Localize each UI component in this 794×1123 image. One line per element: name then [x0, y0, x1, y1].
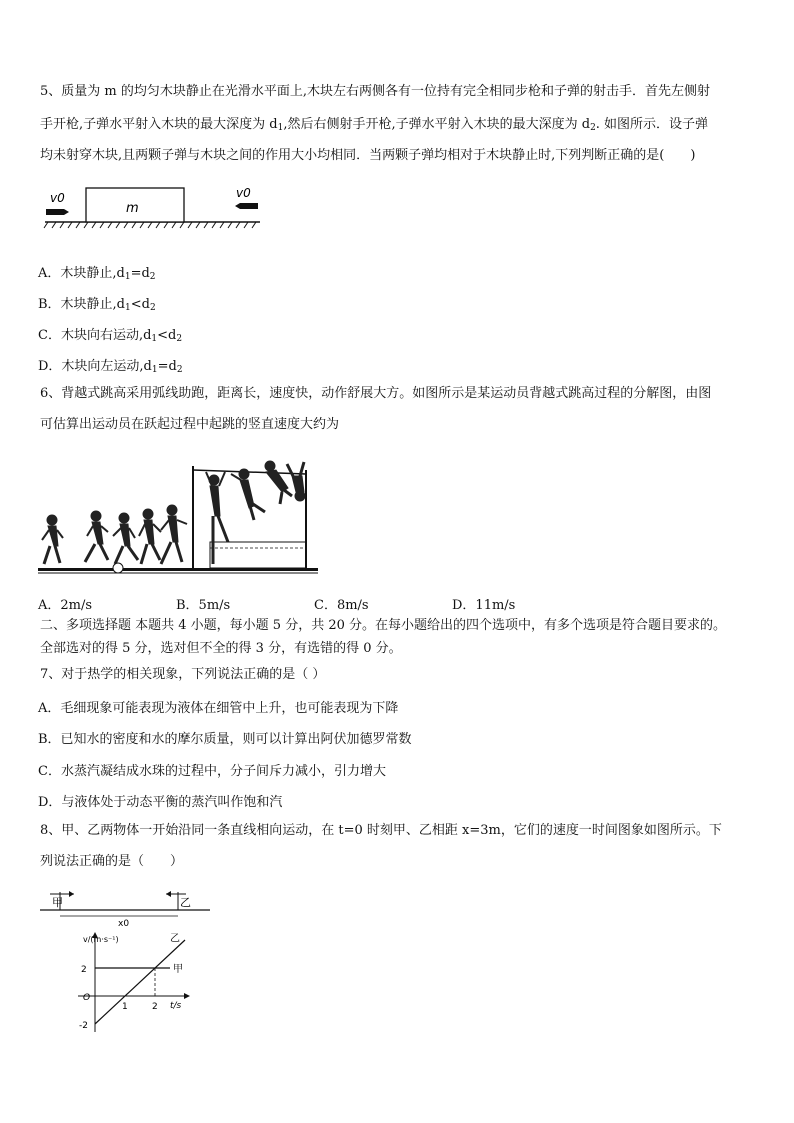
ball — [113, 563, 123, 573]
athlete-run-5 — [161, 505, 187, 564]
q7-stem: 7、对于热学的相关现象，下列说法正确的是（ ） — [40, 667, 326, 682]
q7-option-c: C．水蒸汽凝结成水珠的过程中，分子间斥力减小，引力增大 — [38, 764, 386, 779]
x-axis-arrow — [184, 993, 190, 999]
opt-text: B．木块静止,d — [38, 297, 126, 312]
opt-text: D．木块向左运动,d — [38, 359, 152, 374]
ground-hatch — [44, 222, 256, 228]
x0-label: x0 — [118, 919, 130, 929]
athlete-run-4 — [139, 509, 161, 564]
landing-mat — [210, 542, 306, 568]
sub: 1 — [125, 303, 131, 313]
series-label-jia: 甲 — [173, 964, 183, 975]
vt-graph — [78, 932, 190, 1032]
sub: 1 — [277, 123, 284, 133]
tick-y-neg: -2 — [79, 1021, 88, 1031]
sub: 1 — [124, 272, 131, 282]
athlete-takeoff — [206, 472, 228, 564]
jia-arrowhead — [69, 891, 74, 897]
q5-figure — [40, 182, 270, 232]
q8-figure — [38, 884, 218, 1034]
sub: 2 — [176, 365, 183, 375]
q7-option-a: A．毛细现象可能表现为液体在细管中上升，也可能表现为下降 — [38, 701, 399, 716]
tick-x2: 2 — [152, 1002, 158, 1012]
right-velocity-label: v0 — [236, 186, 251, 200]
sub: 2 — [590, 123, 596, 133]
q5-option-a — [38, 262, 156, 282]
series-line-1 — [95, 940, 185, 1024]
q7-option-d: D．与液体处于动态平衡的蒸汽叫作饱和汽 — [38, 795, 283, 810]
opt-text: <d — [130, 297, 150, 312]
sub: 1 — [151, 365, 158, 375]
q5-line2 — [40, 116, 708, 137]
q7-option-b: B．已知水的密度和水的摩尔质量，则可以计算出阿伏加德罗常数 — [38, 732, 412, 747]
q5-line3: 均未射穿木块,且两颗子弹与木块之间的作用大小均相同．当两颗子弹均相对于木块静止时,下列判断正确的是( ) — [40, 148, 696, 163]
right-bullet — [235, 203, 258, 209]
athlete-run-1 — [42, 515, 63, 564]
opt-text: =d — [130, 266, 150, 281]
q5-option-d — [38, 355, 183, 375]
sub: 2 — [176, 334, 183, 344]
section2-line1: 二、多项选择题 本题共 4 小题，每小题 5 分，共 20 分。在每小题给出的四个选项中，有多个选项是符合题目要求的。 — [40, 618, 727, 633]
yi-arrowhead — [166, 891, 171, 897]
q8-line2: 列说法正确的是（ ） — [40, 854, 184, 869]
y-axis-label: v/(m·s⁻¹) — [83, 935, 119, 944]
sub: 1 — [151, 334, 158, 344]
q6-option-b: B．5m/s — [176, 598, 231, 613]
q5-text: 手开枪,子弹水平射入木块的最大深度为 d — [40, 117, 278, 132]
q6-option-d: D．11m/s — [452, 598, 516, 613]
athlete-run-2 — [85, 511, 108, 562]
q5-option-b — [38, 293, 156, 313]
sub: 2 — [149, 303, 156, 313]
opt-text: =d — [157, 359, 177, 374]
high-jump-figure — [38, 456, 320, 580]
q5-text: . 如图所示．设子弹 — [595, 117, 709, 132]
opt-text: <d — [157, 328, 177, 343]
sub: 2 — [149, 272, 156, 282]
opt-text: C．木块向右运动,d — [38, 328, 152, 343]
q5-text: ,然后右侧射手开枪,子弹水平射入木块的最大深度为 d — [283, 117, 591, 132]
origin-label: O — [83, 993, 91, 1003]
jia-label: 甲 — [52, 896, 63, 909]
q6-option-a: A．2m/s — [38, 598, 93, 613]
opt-text: A．木块静止,d — [38, 266, 125, 281]
q6-option-c: C．8m/s — [314, 598, 369, 613]
q5-line1: 5、质量为 m 的均匀木块静止在光滑水平面上,木块左右两侧各有一位持有完全相同步枪和子弹的射击手．首先左侧射 — [40, 84, 710, 99]
series-label-yi: 乙 — [170, 933, 180, 945]
athlete-air-1 — [231, 469, 265, 520]
yi-label: 乙 — [180, 896, 191, 909]
left-velocity-label: v0 — [50, 191, 65, 205]
left-bullet — [46, 209, 69, 215]
q5-option-c — [38, 324, 182, 344]
mass-label: m — [126, 201, 139, 216]
q6-line1: 6、背越式跳高采用弧线助跑，距离长，速度快，动作舒展大方。如图所示是某运动员背越式跳高过程的分解图，由图 — [40, 386, 712, 401]
section2-line2: 全部选对的得 5 分，选对但不全的得 3 分，有选错的得 0 分。 — [40, 641, 402, 656]
athlete-run-3 — [113, 513, 138, 564]
tick-y-pos: 2 — [81, 965, 87, 975]
x-axis-label: t/s — [170, 1001, 182, 1011]
q6-line2: 可估算出运动员在跃起过程中起跳的竖直速度大约为 — [40, 417, 340, 432]
tick-x1: 1 — [122, 1002, 128, 1012]
q8-line1: 8、甲、乙两物体一开始沿同一条直线相向运动，在 t=0 时刻甲、乙相距 x=3m，它们的速度一时间图象如图所示。下 — [40, 823, 722, 838]
athlete-sequence — [42, 461, 305, 564]
